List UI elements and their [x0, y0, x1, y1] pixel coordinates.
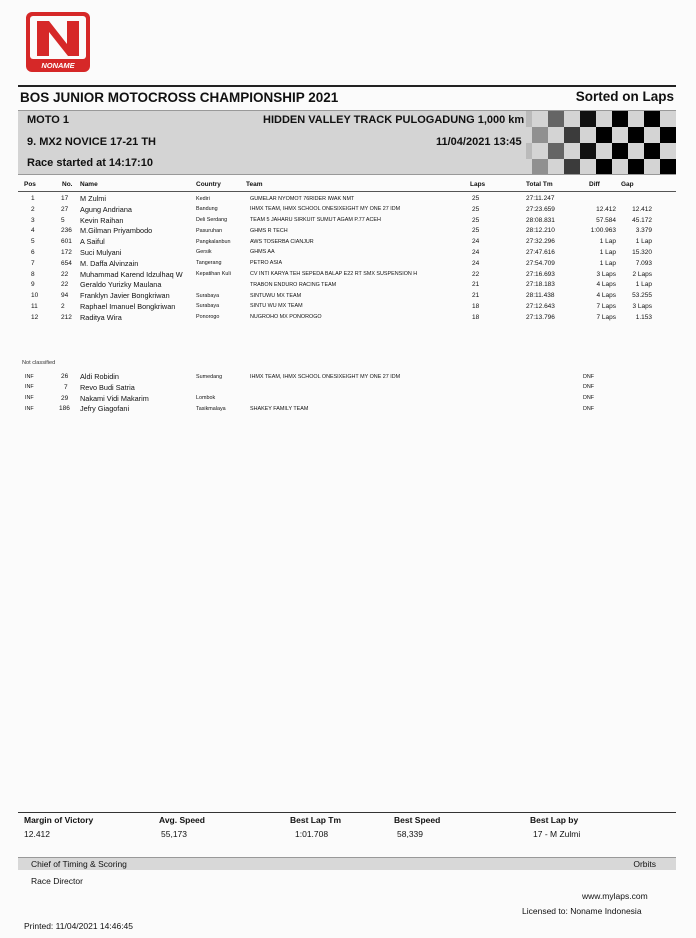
laps-cell: 21	[472, 281, 480, 289]
pos-cell: 10	[31, 292, 39, 300]
team-cell: SHAKEY FAMILY TEAM	[250, 405, 309, 412]
number-cell: 2	[61, 302, 65, 310]
pos-cell: INF	[25, 384, 34, 391]
best-lap-by-value: 17 - M Zulmi	[533, 829, 581, 839]
number-cell: 94	[61, 292, 69, 300]
total-time-cell: 28:08.831	[526, 216, 555, 224]
country-cell: Pasuruhan	[196, 227, 223, 234]
team-cell: IHMX TEAM, IHMX SCHOOL ONESIXEIGHT MY ONE 27 IDM	[250, 373, 401, 380]
diff-cell: 3 Laps	[596, 270, 616, 278]
gap-cell: 53.255	[632, 292, 652, 300]
name-cell: Kevin Raihan	[80, 215, 124, 225]
team-cell: TEAM 5 JAHARU SIRKUIT SUMUT AGAM P.77 ACEH	[250, 217, 381, 224]
diff-cell: 1 Lap	[599, 238, 616, 246]
number-cell: 29	[61, 394, 69, 402]
diff-cell: 7 Laps	[596, 313, 616, 321]
best-lap-time-value: 1:01.708	[295, 829, 329, 839]
chief-of-timing: Chief of Timing & Scoring	[31, 859, 127, 869]
country-cell: Sumedang	[196, 373, 223, 380]
best-speed-label: Best Speed	[394, 815, 441, 825]
table-row	[18, 226, 676, 237]
not-classified-table	[18, 372, 676, 415]
col-country: Country	[196, 181, 221, 188]
number-cell: 172	[61, 248, 72, 256]
total-time-cell: 28:12.210	[526, 227, 555, 235]
table-row	[18, 216, 676, 227]
laps-cell: 18	[472, 302, 480, 310]
license-info: Licensed to: Noname Indonesia	[522, 906, 642, 916]
table-row	[18, 259, 676, 270]
name-cell: Suci Mulyani	[80, 247, 122, 257]
pos-cell: 7	[31, 259, 35, 267]
total-time-cell: 27:13.796	[526, 313, 555, 321]
diff-cell: 4 Laps	[596, 281, 616, 289]
table-row	[18, 302, 676, 313]
number-cell: 26	[61, 373, 69, 380]
table-row	[18, 383, 676, 394]
pos-cell: 5	[31, 238, 35, 246]
table-row	[18, 291, 676, 302]
pos-cell: 9	[31, 281, 35, 289]
name-cell: Jefry Giagofani	[80, 404, 130, 414]
laps-cell: 25	[472, 227, 480, 235]
total-time-cell: 27:54.709	[526, 259, 555, 267]
track-name: HIDDEN VALLEY TRACK PULOGADUNG 1,000 km	[263, 114, 525, 126]
table-row	[18, 404, 676, 415]
country-cell: Bandung	[196, 206, 218, 213]
table-row	[18, 280, 676, 291]
name-cell: M.Gilman Priyambodo	[80, 226, 153, 236]
best-speed-value: 58,339	[397, 829, 423, 839]
country-cell: Deli Serdang	[196, 217, 228, 224]
name-cell: M Zulmi	[80, 194, 106, 203]
laps-cell: 22	[472, 270, 480, 278]
number-cell: 27	[61, 205, 69, 213]
pos-cell: 4	[31, 227, 35, 235]
table-row	[18, 313, 676, 324]
noname-logo	[25, 11, 91, 73]
total-time-cell: 28:11.438	[526, 292, 555, 300]
not-classified-label: Not classified	[22, 360, 56, 366]
team-cell: AWS TOSERBA CIANJUR	[250, 238, 314, 245]
country-cell: Lombok	[196, 395, 216, 402]
number-cell: 186	[59, 405, 70, 413]
total-time-cell: 27:47.616	[526, 248, 555, 256]
status-cell: DNF	[583, 384, 595, 391]
laps-cell: 18	[472, 313, 480, 321]
number-cell: 601	[61, 238, 72, 246]
team-cell: GHMS AA	[250, 249, 275, 256]
number-cell: 5	[61, 216, 65, 224]
title-row	[18, 89, 676, 109]
laps-cell: 21	[472, 292, 480, 300]
name-cell: Raditya Wira	[80, 312, 122, 322]
country-cell: Gersik	[196, 249, 212, 256]
laps-cell: 24	[472, 259, 480, 267]
gap-cell: 3 Laps	[632, 302, 652, 310]
gap-cell: 1 Lap	[635, 281, 652, 289]
team-cell: GHMS R TECH	[250, 227, 288, 234]
laps-cell: 25	[472, 216, 480, 224]
country-cell: Kepatihan Kuli	[196, 271, 231, 278]
team-cell: PETRO ASIA	[250, 260, 283, 267]
name-cell: Raphael Imanuel Bongkriwan	[80, 301, 176, 311]
col-no: No.	[62, 181, 73, 188]
col-gap: Gap	[621, 181, 634, 188]
team-cell: SINTU WU MX TEAM	[250, 303, 303, 310]
laps-cell: 25	[472, 195, 480, 202]
pos-cell: INF	[25, 373, 34, 380]
team-cell: TRABON ENDURO RACING TEAM	[250, 281, 337, 288]
best-lap-time-label: Best Lap Tm	[290, 815, 342, 825]
total-time-cell: 27:16.693	[526, 270, 555, 278]
footer-rule	[18, 812, 676, 813]
name-cell: Agung Andriana	[80, 204, 132, 214]
championship-title: BOS JUNIOR MOTOCROSS CHAMPIONSHIP 2021	[20, 90, 339, 105]
table-row	[18, 237, 676, 248]
laps-cell: 24	[472, 238, 480, 246]
avg-speed-value: 55,173	[161, 829, 187, 839]
total-time-cell: 27:23.659	[526, 205, 555, 213]
pos-cell: 11	[31, 302, 38, 310]
country-cell: Kediri	[196, 195, 210, 202]
logo-text: NONAME	[41, 61, 75, 70]
table-row	[18, 372, 676, 383]
timing-bar	[18, 857, 676, 870]
country-cell: Tasikmalaya	[196, 405, 226, 412]
margin-of-victory-label: Margin of Victory	[24, 815, 94, 825]
website-link[interactable]: www.mylaps.com	[582, 891, 648, 901]
col-diff: Diff	[589, 181, 600, 188]
table-row	[18, 270, 676, 281]
gap-cell: 2 Laps	[632, 270, 652, 278]
team-cell: NUGROHO MX PONOROGO	[250, 314, 322, 321]
number-cell: 212	[61, 313, 72, 321]
number-cell: 7	[64, 383, 68, 391]
race-director: Race Director	[31, 876, 83, 886]
laps-cell: 25	[472, 205, 480, 213]
pos-cell: 12	[31, 313, 39, 321]
name-cell: M. Daffa Alvinzain	[80, 258, 139, 268]
name-cell: Revo Budi Satria	[80, 382, 135, 392]
total-time-cell: 27:18.183	[526, 281, 555, 289]
number-cell: 654	[61, 259, 72, 267]
col-total: Total Tm	[526, 181, 553, 188]
table-row	[18, 248, 676, 259]
table-row	[18, 394, 676, 405]
info-rule	[18, 174, 676, 175]
best-lap-by-label: Best Lap by	[530, 815, 579, 825]
country-cell: Pangkalanbun	[196, 238, 231, 245]
pos-cell: 3	[31, 216, 35, 224]
race-datetime: 11/04/2021 13:45	[436, 136, 522, 148]
diff-cell: 1 Lap	[599, 248, 616, 256]
pos-cell: 6	[31, 248, 35, 256]
orbits-label: Orbits	[633, 859, 656, 869]
col-pos: Pos	[24, 181, 36, 188]
number-cell: 236	[61, 227, 72, 235]
name-cell: Geraldo Yurizky Maulana	[80, 280, 162, 290]
gap-cell: 7.093	[635, 259, 652, 267]
col-name: Name	[80, 181, 98, 188]
gap-cell: 3.379	[635, 227, 652, 235]
gap-cell: 45.172	[632, 216, 652, 224]
laps-cell: 24	[472, 248, 480, 256]
gap-cell: 15.320	[632, 248, 652, 256]
pos-cell: 2	[31, 205, 35, 213]
checkered-flag-icon	[526, 111, 676, 175]
diff-cell: 7 Laps	[596, 302, 616, 310]
name-cell: Nakami Vidi Makarim	[80, 393, 149, 403]
pos-cell: INF	[25, 405, 34, 412]
number-cell: 22	[61, 270, 69, 278]
table-row	[18, 205, 676, 216]
number-cell: 17	[61, 195, 69, 202]
moto-label: MOTO 1	[27, 114, 69, 126]
gap-cell: 1 Lap	[635, 238, 652, 246]
total-time-cell: 27:11.247	[526, 195, 555, 202]
diff-cell: 4 Laps	[596, 292, 616, 300]
gap-cell: 1.153	[635, 313, 652, 321]
diff-cell: 12.412	[596, 205, 616, 213]
margin-of-victory-value: 12.412	[24, 829, 50, 839]
status-cell: DNF	[583, 405, 595, 412]
sort-label: Sorted on Laps	[575, 89, 674, 104]
diff-cell: 1:00.963	[590, 227, 616, 235]
name-cell: Aldi Robidin	[80, 372, 119, 381]
country-cell: Surabaya	[196, 292, 220, 299]
header-rule	[18, 85, 676, 87]
printed-timestamp: Printed: 11/04/2021 14:46:45	[24, 921, 134, 931]
col-team: Team	[246, 181, 263, 188]
team-cell: SINTUWU MX TEAM	[250, 292, 302, 299]
diff-cell: 1 Lap	[599, 259, 616, 267]
pos-cell: 8	[31, 270, 35, 278]
team-cell: IHMX TEAM, IHMX SCHOOL ONESIXEIGHT MY ONE 27 IDM	[250, 206, 401, 213]
team-cell: GUMELAR NYOMOT 76RIDER IWAK NMT	[250, 195, 355, 202]
country-cell: Tangerang	[196, 260, 222, 267]
class-name: 9. MX2 NOVICE 17-21 TH	[27, 136, 156, 148]
column-headers	[18, 181, 676, 192]
status-cell: DNF	[583, 373, 595, 380]
race-info-box	[18, 110, 676, 175]
gap-cell: 12.412	[632, 205, 652, 213]
results-table	[18, 194, 676, 324]
total-time-cell: 27:32.296	[526, 238, 555, 246]
diff-cell: 57.584	[596, 216, 616, 224]
name-cell: Muhammad Karend Idzulhaq W	[80, 269, 183, 279]
name-cell: Franklyn Javier Bongkriwan	[80, 291, 170, 301]
pos-cell: 1	[31, 195, 35, 202]
country-cell: Surabaya	[196, 303, 220, 310]
status-cell: DNF	[583, 395, 595, 402]
total-time-cell: 27:12.643	[526, 302, 555, 310]
name-cell: A Saiful	[80, 237, 105, 247]
race-start: Race started at 14:17:10	[27, 157, 153, 169]
avg-speed-label: Avg. Speed	[159, 815, 205, 825]
pos-cell: INF	[25, 395, 34, 402]
team-cell: CV INTI KARYA TEH SEPEDA BALAP E22 RT SMX SUSPENSION H	[250, 271, 418, 278]
number-cell: 22	[61, 281, 69, 289]
col-laps: Laps	[470, 181, 486, 188]
country-cell: Ponorogo	[196, 314, 220, 321]
table-row	[18, 194, 676, 205]
